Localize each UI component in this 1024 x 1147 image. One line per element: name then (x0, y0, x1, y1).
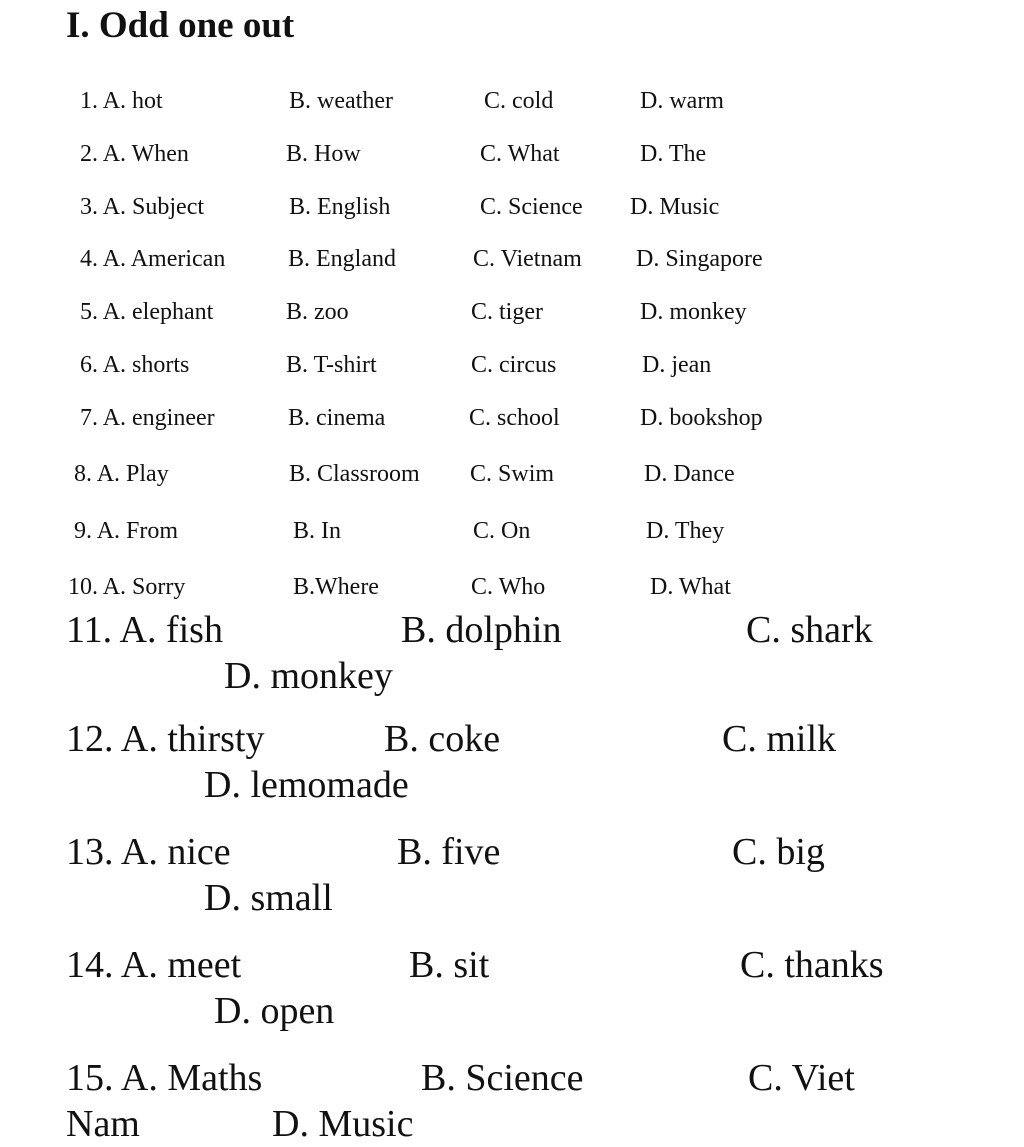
q12-option-a: 12. A. thirsty (66, 718, 265, 760)
q4-option-b: B. England (288, 246, 396, 272)
q15-option-d: D. Music (272, 1103, 414, 1145)
q9-option-a: 9. A. From (74, 518, 179, 544)
q6-option-b: B. T-shirt (286, 352, 377, 378)
q11-option-b: B. dolphin (401, 609, 562, 651)
q10-option-d: D. What (650, 574, 731, 600)
q15-option-c-continued: Nam (66, 1103, 140, 1145)
q8-option-a: 8. A. Play (74, 461, 169, 487)
q3-option-d: D. Music (630, 194, 720, 220)
q5-option-d: D. monkey (640, 299, 747, 325)
exercise-title: I. Odd one out (66, 5, 295, 46)
q3-option-b: B. English (289, 194, 391, 220)
q5-option-c: C. tiger (471, 299, 543, 325)
q8-option-d: D. Dance (644, 461, 735, 487)
q13-option-c: C. big (732, 831, 825, 873)
q11-option-c: C. shark (746, 609, 873, 651)
q8-option-b: B. Classroom (289, 461, 420, 487)
q8-option-c: C. Swim (470, 461, 555, 487)
q15-option-b: B. Science (421, 1057, 584, 1099)
q15-option-a: 15. A. Maths (66, 1057, 263, 1099)
q7-option-d: D. bookshop (640, 405, 763, 431)
q2-option-c: C. What (480, 141, 560, 167)
q15-option-c: C. Viet (748, 1057, 855, 1099)
q6-option-a: 6. A. shorts (80, 352, 190, 378)
q9-option-b: B. In (293, 518, 341, 544)
q9-option-c: C. On (473, 518, 531, 544)
q2-option-a: 2. A. When (80, 141, 189, 167)
q13-option-d: D. small (204, 877, 333, 919)
q12-option-b: B. coke (384, 718, 501, 760)
q10-option-a: 10. A. Sorry (68, 574, 186, 600)
q1-option-d: D. warm (640, 88, 724, 114)
q14-option-a: 14. A. meet (66, 944, 242, 986)
q7-option-a: 7. A. engineer (80, 405, 215, 431)
q12-option-c: C. milk (722, 718, 837, 760)
q7-option-b: B. cinema (288, 405, 386, 431)
q1-option-b: B. weather (289, 88, 393, 114)
q13-option-a: 13. A. nice (66, 831, 231, 873)
q1-option-a: 1. A. hot (80, 88, 163, 114)
q4-option-c: C. Vietnam (473, 246, 582, 272)
q2-option-d: D. The (640, 141, 707, 167)
q4-option-d: D. Singapore (636, 246, 763, 272)
q7-option-c: C. school (469, 405, 560, 431)
q14-option-c: C. thanks (740, 944, 884, 986)
q9-option-d: D. They (646, 518, 725, 544)
q3-option-c: C. Science (480, 194, 583, 220)
q6-option-d: D. jean (642, 352, 712, 378)
q5-option-a: 5. A. elephant (80, 299, 214, 325)
q5-option-b: B. zoo (286, 299, 349, 325)
q10-option-c: C. Who (471, 574, 546, 600)
q10-option-b: B.Where (293, 574, 379, 600)
q11-option-d: D. monkey (224, 655, 393, 697)
q2-option-b: B. How (286, 141, 361, 167)
q12-option-d: D. lemomade (204, 764, 409, 806)
q6-option-c: C. circus (471, 352, 557, 378)
q3-option-a: 3. A. Subject (80, 194, 205, 220)
q4-option-a: 4. A. American (80, 246, 226, 272)
q14-option-b: B. sit (409, 944, 490, 986)
q13-option-b: B. five (397, 831, 501, 873)
q11-option-a: 11. A. fish (66, 609, 223, 651)
q14-option-d: D. open (214, 990, 335, 1032)
q1-option-c: C. cold (484, 88, 554, 114)
